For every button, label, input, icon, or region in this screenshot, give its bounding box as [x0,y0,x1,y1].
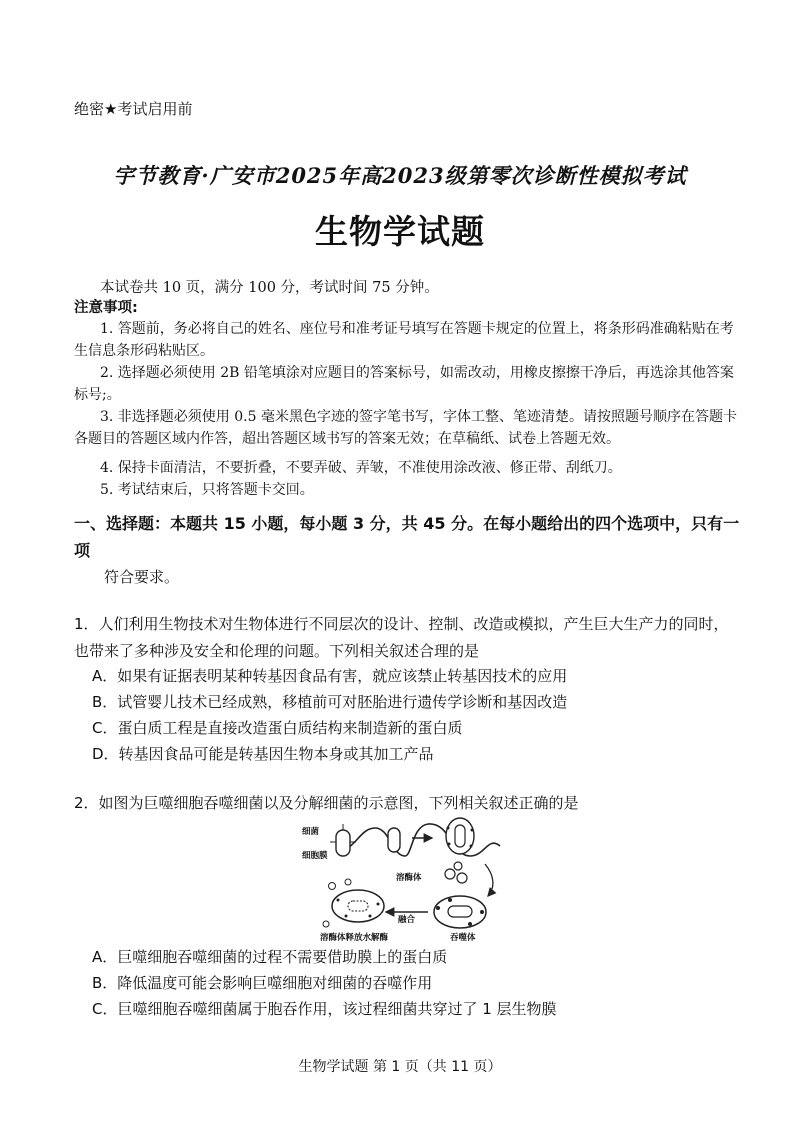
question-2-option-b: B．降低温度可能会影响巨噬细胞对细菌的吞噬作用 [92,974,433,992]
bacterium-icon [348,901,368,911]
question-1-stem: 1．人们利用生物技术对生物体进行不同层次的设计、控制、改造或模拟，产生巨大生产力的同时，也带来了多种涉及安全和伦理的问题。下列相关叙述合理的是 [74,615,729,660]
page-title: 生物学试题 [315,212,485,251]
lysosome-icon [445,869,455,879]
bacterium-icon [448,906,472,917]
phagocytosis-diagram [300,816,510,942]
section-heading-cont: 项 [74,541,91,560]
label-enzyme-release: 溶酶体释放水解酶 [320,933,389,942]
bacterium-icon [336,830,350,856]
note-item: 3. 非选择题必须使用 0.5 毫米黑色字迹的签字笔书写，字体工整、笔迹清楚。请按照题号顺序在答题卡各题目的答题区域内作答，超出答题区域书写的答案无效；在草稿纸、试卷上答题无效。 [74,409,737,447]
notes-heading: 注意事项: [74,300,138,316]
question-1-option-c: C．蛋白质工程是直接改造蛋白质结构来制造新的蛋白质 [92,719,463,737]
question-1-option-a: A．如果有证据表明某种转基因食品有害，就应该禁止转基因技术的应用 [92,667,568,685]
question-2-stem: 2．如图为巨噬细胞吞噬细菌以及分解细菌的示意图，下列相关叙述正确的是 [74,794,579,812]
arrow-icon [485,864,493,896]
exam-subtitle: 宇节教育·广安市2025年高2023级第零次诊断性模拟考试 [113,163,687,188]
note-item: 2. 选择题必须使用 2B 铅笔填涂对应题目的答案标号，如需改动，用橡皮擦擦干净后，再选涂其他答案标号;。 [74,365,734,403]
lysosome-icon [454,862,462,870]
question-1-option-d: D．转基因食品可能是转基因生物本身或其加工产品 [92,745,434,763]
intro-text: 本试卷共 10 页，满分 100 分，考试时间 75 分钟。 [100,280,439,296]
label-membrane: 细胞膜 [302,851,328,861]
confidential-mark: 绝密★考试启用前 [74,100,193,118]
question-1-option-b: B．试管婴儿技术已经成熟，移植前可对胚胎进行遗传学诊断和基因改造 [92,693,568,711]
note-item: 4. 保持卡面清洁，不要折叠，不要弄破、弄皱，不准使用涂改液、修正带、刮纸刀。 [100,460,622,476]
page-footer: 生物学试题 第 1 页（共 11 页） [298,1059,502,1075]
note-item: 1. 答题前，务必将自己的姓名、座位号和准考证号填写在答题卡规定的位置上，将条形码准确粘贴在考生信息条形码粘贴区。 [74,321,734,359]
label-bacteria: 细菌 [302,827,320,837]
label-phagosome: 吞噬体 [450,933,476,942]
section-heading: 一、选择题：本题共 15 小题，每小题 3 分，共 45 分。在每小题给出的四个选项中，只有一 [74,514,740,533]
note-item: 5. 考试结束后，只将答题卡交回。 [100,482,314,498]
lysosome-icon [457,873,467,883]
cell-membrane-curve [340,824,500,856]
question-2-option-a: A．巨噬细胞吞噬细菌的过程不需要借助膜上的蛋白质 [92,948,448,966]
label-lysosome: 溶酶体 [396,873,422,883]
question-2-option-c: C．巨噬细胞吞噬细菌属于胞吞作用，该过程细菌共穿过了 1 层生物膜 [92,1000,557,1018]
bacterium-icon [455,825,465,847]
section-heading-cont: 符合要求。 [104,568,180,586]
label-fusion: 融合 [398,915,416,925]
bacterium-icon [388,828,400,852]
